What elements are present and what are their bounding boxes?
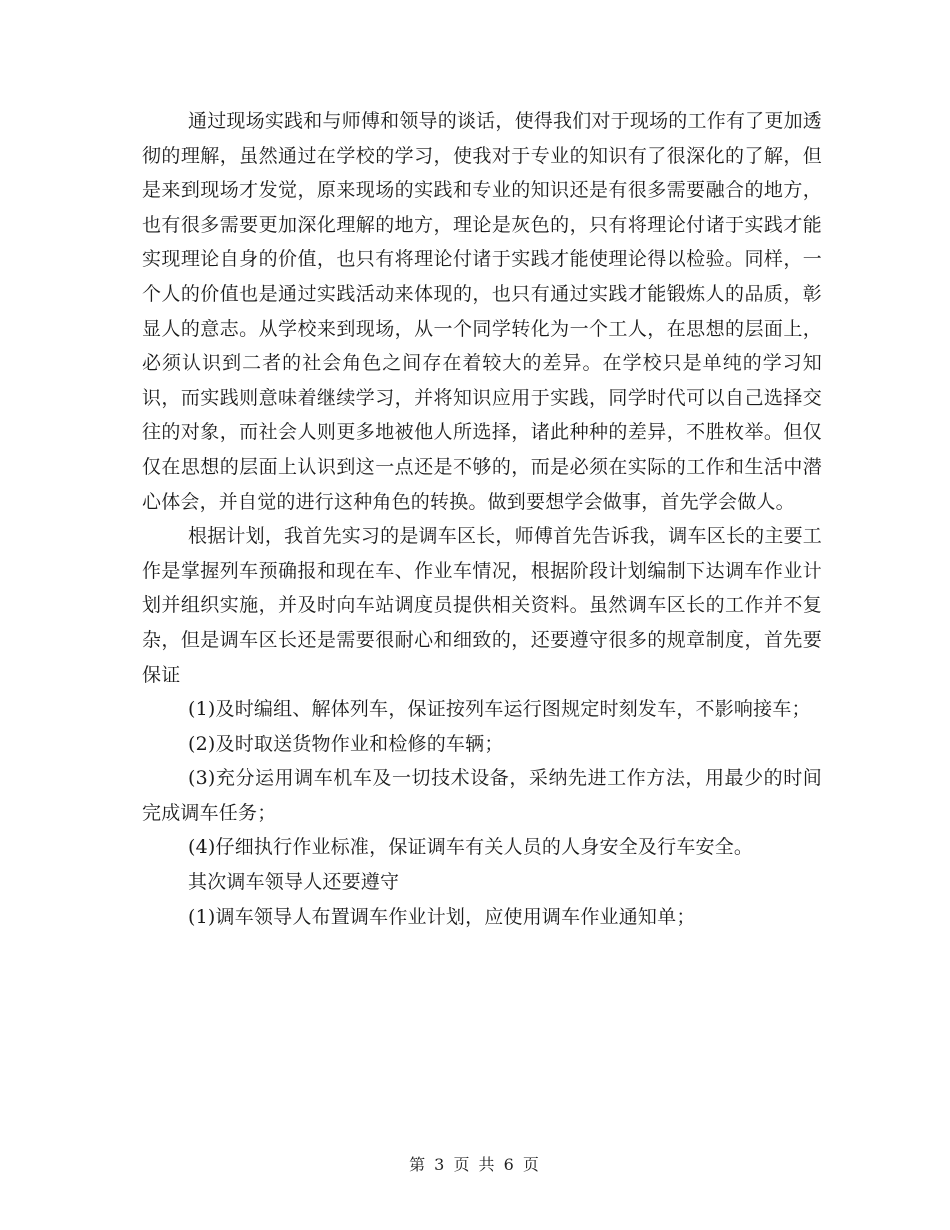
- list-item: (1)调车领导人布置调车作业计划，应使用调车作业通知单；: [188, 905, 696, 928]
- paragraph-practice-reflection: 通过现场实践和与师傅和领导的谈话，使得我们对于现场的工作有了更加透彻的理解，虽然通过在学校的学习，使我对于专业的知识有了很深化的了解，但是来到现场才发觉，原来现场的实践和专业的知识还是有很多需要融合的地方，也有很多需要更加深化理解的地方，理论是灰色的，只有将理论付诸于实践才能实现理论自身的价值，也只有将理论付诸于实践才能使理论得以检验。同样，一个人的价值也是通过实践活动来体现的，也只有通过实践才能锻炼人的品质，彰显人的意志。从学校来到现场，从一个同学转化为一个工人，在思想的层面上，必须认识到二者的社会角色之间存在着较大的差异。在学校只是单纯的学习知识，而实践则意味着继续学习，并将知识应用于实践，同学时代可以自己选择交往的对象，而社会人则更多地被他人所选择，诸此种种的差异，不胜枚举。但仅仅在思想的层面上认识到这一点还是不够的，而是必须在实际的工作和生活中潜心体会，并自觉的进行这种角色的转换。做到要想学会做事，首先学会做人。: [142, 110, 822, 513]
- paragraph-leader-rules-intro: 其次调车领导人还要遵守: [188, 871, 400, 894]
- page-number-footer: 第 3 页 共 6 页: [409, 1155, 541, 1174]
- list-item: (3)充分运用调车机车及一切技术设备，采纳先进工作方法，用最少的时间完成调车任务；: [142, 767, 822, 824]
- list-item: (4)仔细执行作业标准，保证调车有关人员的人身安全及行车安全。: [188, 836, 754, 859]
- document-body: [142, 104, 822, 934]
- list-item: (1)及时编组、解体列车，保证按列车运行图规定时刻发车，不影响接车；: [188, 698, 811, 721]
- list-item: (2)及时取送货物作业和检修的车辆；: [188, 732, 504, 755]
- paragraph-shunting-chief-duties: 根据计划，我首先实习的是调车区长，师傅首先告诉我，调车区长的主要工作是掌握列车预确报和现在车、作业车情况，根据阶段计划编制下达调车作业计划并组织实施，并及时向车站调度员提供相关资料。虽然调车区长的工作并不复杂，但是调车区长还是需要很耐心和细致的，还要遵守很多的规章制度，首先要保证: [142, 525, 822, 686]
